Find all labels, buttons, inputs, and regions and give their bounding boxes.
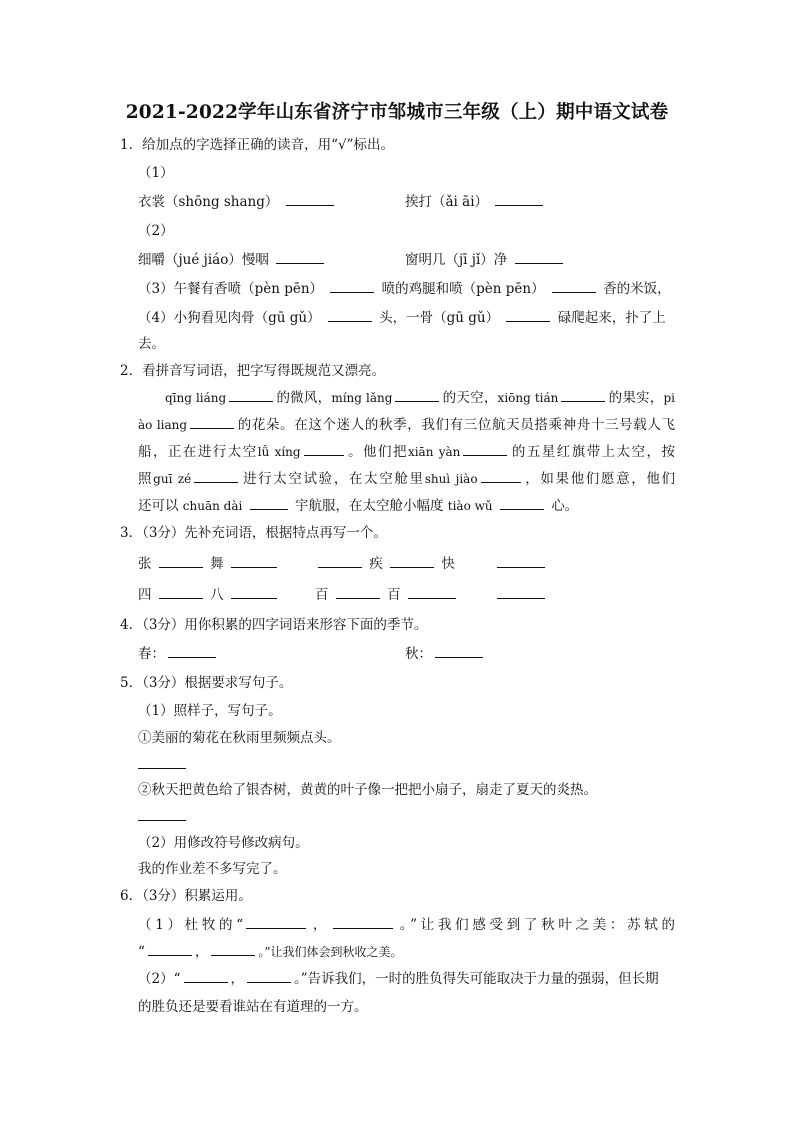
q3-stem: 3．（3分）先补充词语，根据特点再写一个。 xyxy=(120,525,387,541)
q6-part2-line2: 的胜负还是要看谁站在有道理的一方。 xyxy=(138,999,368,1015)
answer-blank[interactable] xyxy=(515,262,563,264)
q1-item-b: 挨打（ǎi āi） xyxy=(405,193,546,211)
answer-blank[interactable] xyxy=(138,767,186,769)
q4-spring: 春： xyxy=(138,645,219,663)
answer-blank[interactable] xyxy=(506,320,550,322)
q4-stem: 4．（3分）用你积累的四字词语来形容下面的季节。 xyxy=(120,617,428,633)
answer-blank[interactable] xyxy=(497,566,545,568)
answer-blank[interactable] xyxy=(408,597,456,599)
q3-row1: 张 舞 xyxy=(138,555,280,573)
q5-sentence1: ①美丽的菊花在秋雨里频频点头。 xyxy=(138,730,341,746)
q5-stem: 5．（3分）根据要求写句子。 xyxy=(120,675,293,691)
q3-row2-b: 百 百 xyxy=(315,586,459,604)
answer-blank[interactable] xyxy=(184,981,228,983)
q2-line2: ào liang 的花朵。在这个迷人的秋季，我们有三位航天员搭乘神舟十三号载人飞 xyxy=(138,417,675,433)
q1-item-c: 细嚼（jué jiáo）慢咽 xyxy=(138,251,327,269)
answer-blank[interactable] xyxy=(247,981,291,983)
q3-row2: 四 八 xyxy=(138,586,280,604)
q5-sentence2: ②秋天把黄色给了银杏树，黄黄的叶子像一把把小扇子，扇走了夏天的炎热。 xyxy=(138,782,597,798)
answer-blank[interactable] xyxy=(336,597,380,599)
q6-part2-line1: （2）“ ， 。”告诉我们，一时的胜负得失可能取决于力量的强弱，但长期 xyxy=(138,971,659,987)
answer-blank[interactable] xyxy=(481,481,521,483)
answer-blank[interactable] xyxy=(231,597,277,599)
q5-part2: （2）用修改符号修改病句。 xyxy=(138,835,309,851)
answer-blank[interactable] xyxy=(148,954,192,956)
q1-line4: （4）小狗看见肉骨（gū gǔ） 头，一骨（gū gǔ） 碌爬起来，扑了上 xyxy=(138,310,666,326)
q5-part1: （1）照样子，写句子。 xyxy=(138,703,282,719)
q2-line4: 照guī zé 进行太空试验，在太空舱里shuì jiào ，如果他们愿意，他们 xyxy=(138,471,676,487)
q1-item-a: 衣裳（shōng shang） xyxy=(138,193,337,211)
answer-blank[interactable] xyxy=(495,204,543,206)
q1-part1: （1） xyxy=(138,165,174,181)
q1-item-d: 窗明几（jī jǐ）净 xyxy=(405,251,566,269)
answer-blank[interactable] xyxy=(276,262,324,264)
answer-blank[interactable] xyxy=(250,508,288,510)
answer-blank[interactable] xyxy=(159,597,203,599)
answer-blank[interactable] xyxy=(497,597,545,599)
page-title: 2021-2022学年山东省济宁市邹城市三年级（上）期中语文试卷 xyxy=(125,102,669,123)
answer-blank[interactable] xyxy=(328,320,372,322)
q3-row2-c xyxy=(494,586,548,604)
q5-answer-line1 xyxy=(138,756,189,774)
answer-blank[interactable] xyxy=(194,481,238,483)
answer-blank[interactable] xyxy=(333,927,393,929)
q5-sick-sentence: 我的作业差不多写完了。 xyxy=(138,861,287,877)
q2-line1: qīng liáng 的微风，míng lǎng 的天空，xiōng tián 的果实，pi xyxy=(165,390,676,406)
answer-blank[interactable] xyxy=(190,427,234,429)
answer-blank[interactable] xyxy=(395,400,439,402)
answer-blank[interactable] xyxy=(330,291,374,293)
answer-blank[interactable] xyxy=(231,566,277,568)
answer-blank[interactable] xyxy=(500,508,544,510)
q1-line4-wrap: 去。 xyxy=(138,336,165,352)
q2-line5: 还可以 chuān dài 宇航服，在太空舱小幅度 tiào wǔ 心。 xyxy=(138,498,579,514)
answer-blank[interactable] xyxy=(211,954,255,956)
q5-answer-line2 xyxy=(138,808,189,826)
answer-blank[interactable] xyxy=(552,291,596,293)
answer-blank[interactable] xyxy=(246,927,306,929)
q1-line3: （3）午餐有香喷（pèn pēn） 喷的鸡腿和喷（pèn pēn） 香的米饭， xyxy=(138,281,671,297)
q6-stem: 6．（3分）积累运用。 xyxy=(120,888,252,904)
answer-blank[interactable] xyxy=(159,566,203,568)
q3-row1-b: 疾 快 xyxy=(315,555,455,573)
q6-part1-line1: （1）杜牧的“ ， 。”让我们感受到了秋叶之美：苏轼的 xyxy=(138,917,675,933)
answer-blank[interactable] xyxy=(168,656,216,658)
answer-blank[interactable] xyxy=(138,819,186,821)
q3-row1-c xyxy=(494,555,548,573)
answer-blank[interactable] xyxy=(304,454,344,456)
q6-part1-line2: “ ， 。”让我们体会到秋收之美。 xyxy=(138,944,403,960)
q2-line3: 船，正在进行太空lǚ xíng 。他们把xiān yàn 的五星红旗带上太空，按 xyxy=(138,444,676,460)
answer-blank[interactable] xyxy=(463,454,507,456)
answer-blank[interactable] xyxy=(390,566,434,568)
q4-autumn: 秋： xyxy=(405,645,486,663)
q1-stem: 1．给加点的字选择正确的读音，用“√”标出。 xyxy=(120,137,394,153)
q2-stem: 2．看拼音写词语，把字写得既规范又漂亮。 xyxy=(120,363,386,379)
answer-blank[interactable] xyxy=(318,566,362,568)
answer-blank[interactable] xyxy=(435,656,483,658)
answer-blank[interactable] xyxy=(229,400,273,402)
answer-blank[interactable] xyxy=(561,400,605,402)
answer-blank[interactable] xyxy=(286,204,334,206)
q1-part2: （2） xyxy=(138,223,174,239)
